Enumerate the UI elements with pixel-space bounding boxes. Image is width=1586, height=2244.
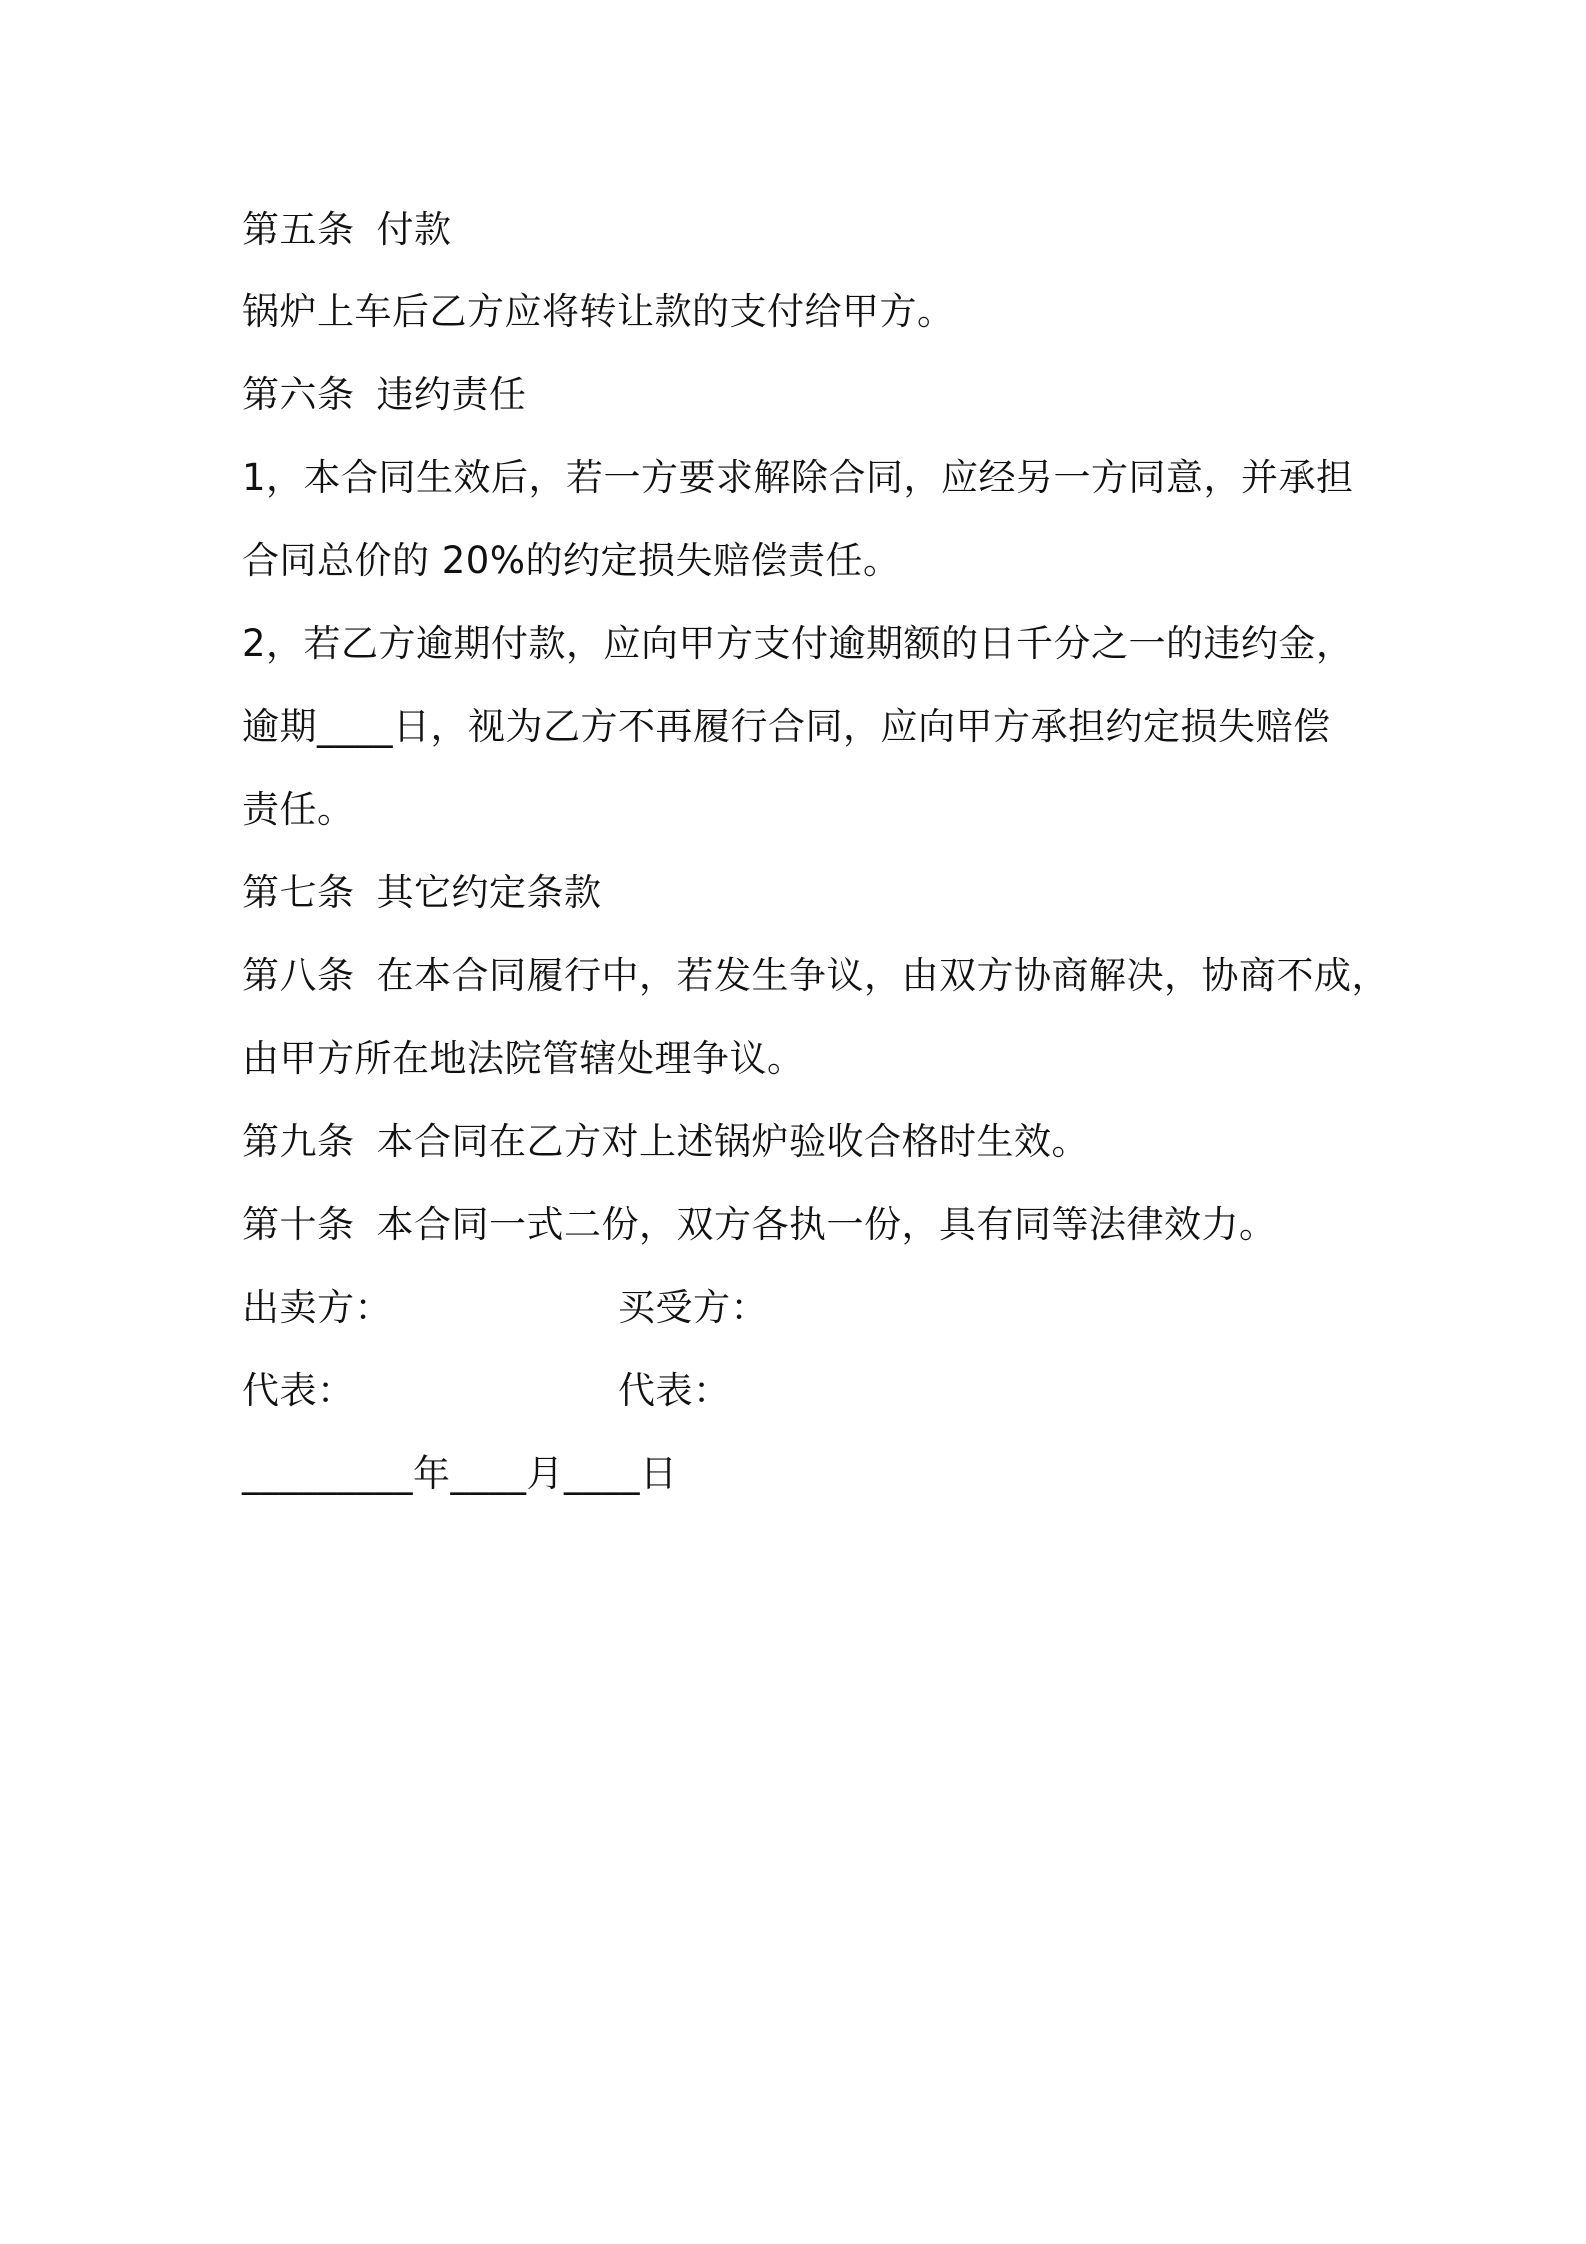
article-6-clause-2-line-1: 2，若乙方逾期付款，应向甲方支付逾期额的日千分之一的违约金， [242, 622, 1354, 665]
article-number: 第七条 [242, 871, 355, 914]
seller-label: 出卖方： [242, 1286, 392, 1329]
article-9 [242, 1118, 1089, 1166]
article-8-line-1 [242, 952, 1389, 1000]
article-6-clause-1-line-1: 1，本合同生效后，若一方要求解除合同，应经另一方同意，并承担 [242, 456, 1354, 499]
seller-representative-label: 代表： [242, 1369, 355, 1412]
article-5-heading [242, 206, 452, 254]
article-6-heading [242, 371, 527, 419]
article-number: 第九条 [242, 1120, 355, 1163]
article-number: 第五条 [242, 208, 355, 251]
article-5-body: 锅炉上车后乙方应将转让款的支付给甲方。 [242, 290, 955, 333]
article-6-clause-2-line-2: 逾期____日，视为乙方不再履行合同，应向甲方承担约定损失赔偿 [242, 705, 1331, 748]
article-title: 其它约定条款 [376, 871, 602, 914]
article-title: 付款 [376, 208, 452, 251]
buyer-representative-label: 代表： [618, 1369, 731, 1412]
article-10 [242, 1201, 1277, 1249]
article-text: 本合同在乙方对上述锅炉验收合格时生效。 [376, 1120, 1089, 1163]
article-6-clause-2-line-3: 责任。 [242, 788, 355, 831]
article-text: 在本合同履行中，若发生争议，由双方协商解决，协商不成， [376, 954, 1389, 997]
article-number: 第六条 [242, 373, 355, 416]
article-number: 第十条 [242, 1203, 355, 1246]
article-text: 本合同一式二份，双方各执一份，具有同等法律效力。 [376, 1203, 1277, 1246]
article-title: 违约责任 [376, 373, 527, 416]
date-line: _________年____月____日 [242, 1452, 678, 1495]
article-7-heading [242, 869, 602, 917]
article-number: 第八条 [242, 954, 355, 997]
article-8-line-2: 由甲方所在地法院管辖处理争议。 [242, 1037, 805, 1080]
buyer-label: 买受方： [618, 1286, 768, 1329]
article-6-clause-1-line-2: 合同总价的 20%的约定损失赔偿责任。 [242, 539, 901, 582]
